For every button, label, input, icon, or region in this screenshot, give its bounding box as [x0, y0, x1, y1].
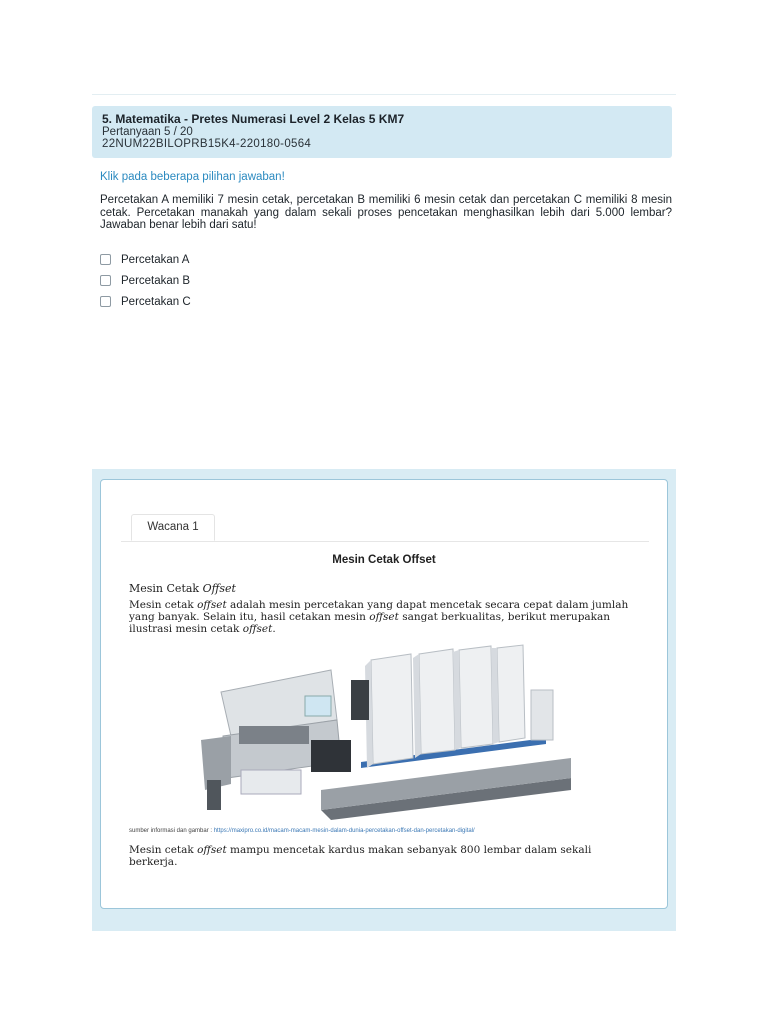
reading-paragraph-1: [129, 599, 641, 635]
option-percetakan-a[interactable]: [100, 249, 191, 270]
p2-em: offset: [197, 844, 227, 856]
subtitle-em: Offset: [202, 582, 236, 595]
option-label: Percetakan C: [121, 295, 191, 308]
top-divider: [92, 94, 676, 95]
reading-card: [100, 479, 668, 909]
checkbox-a[interactable]: [100, 254, 111, 265]
checkbox-b[interactable]: [100, 275, 111, 286]
source-link[interactable]: https://maxipro.co.id/macam-macam-mesin-dalam-dunia-percetakan-offset-dan-percetakan-digital/: [213, 828, 475, 834]
question-header: [92, 106, 672, 158]
p1-text-c: sangat berkualitas, berikut merupakan ilustrasi mesin cetak: [129, 611, 611, 635]
p1-text-a: Mesin cetak: [129, 599, 198, 611]
option-label: Percetakan B: [121, 274, 191, 287]
p1-em-1: offset: [197, 599, 227, 611]
reading-title: Mesin Cetak Offset: [332, 554, 436, 566]
p2-text-a: Mesin cetak: [129, 844, 198, 856]
checkbox-c[interactable]: [100, 296, 111, 307]
option-percetakan-c[interactable]: [100, 291, 191, 312]
p2-text-b: mampu mencetak kardus makan sebanyak 800 lembar dalam sekali berkerja.: [129, 844, 592, 868]
question-title: 5. Matematika - Pretes Numerasi Level 2 Kelas 5 KM7: [102, 112, 405, 126]
p1-text-b: adalah mesin percetakan yang dapat mencetak secara cepat dalam jumlah yang banyak. Selain itu, hasil cetakan mesin: [129, 599, 629, 623]
tab-strip: [121, 514, 649, 542]
p1-text-d: .: [272, 623, 276, 635]
instruction-text: Klik pada beberapa pilihan jawaban!: [100, 171, 285, 183]
subtitle-text: Mesin Cetak: [129, 582, 203, 595]
answer-options: [100, 249, 191, 312]
reading-paragraph-2: [129, 844, 641, 868]
p1-em-2: offset: [369, 611, 399, 623]
question-code: 22NUM22BILOPRB15K4-220180-0564: [102, 138, 312, 150]
source-label: sumber informasi dan gambar :: [129, 828, 214, 834]
option-label: Percetakan A: [121, 253, 190, 266]
p1-em-3: offset: [242, 623, 273, 635]
question-progress: Pertanyaan 5 / 20: [102, 126, 193, 138]
reading-panel: [92, 469, 676, 931]
source-credit: [129, 828, 475, 834]
tab-wacana-1[interactable]: Wacana 1: [131, 514, 215, 541]
question-text: Percetakan A memiliki 7 mesin cetak, percetakan B memiliki 6 mesin cetak dan percetakan C memiliki 8 mesin cetak. Percetakan manakah yang dalam sekali proses pencetakan menghasilkan lebih dari 5.000 lembar? Jawaban benar lebih dari satu!: [100, 194, 672, 231]
option-percetakan-b[interactable]: [100, 270, 191, 291]
offset-printing-machine-image: [201, 640, 581, 820]
reading-subtitle: [129, 582, 236, 595]
